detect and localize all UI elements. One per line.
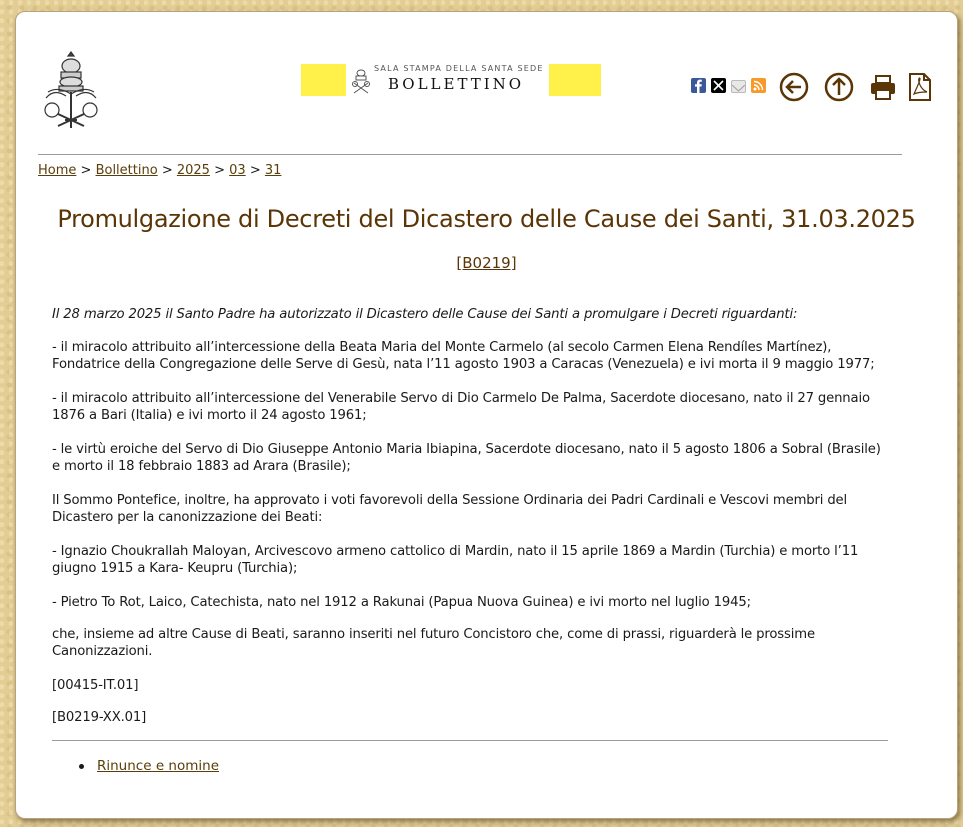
breadcrumb-separator: > — [214, 163, 225, 178]
banner-center — [351, 64, 545, 98]
breadcrumb-home[interactable]: Home — [38, 163, 77, 178]
approval-paragraph: Il Sommo Pontefice, inoltre, ha approvato i voti favorevoli della Sessione Ordinaria dei Padri Cardinali e Vescovi membri del Dicastero per la canonizzazione dei Beati: — [52, 493, 848, 525]
footer-divider — [52, 740, 888, 741]
link-rinunce-e-nomine[interactable]: Rinunce e nomine — [97, 758, 219, 774]
closing-paragraph: che, insieme ad altre Cause di Beati, saranno inseriti nel futuro Concistoro che, come di prassi, riguarderà le prossime Canonizzazioni. — [52, 627, 815, 659]
papal-crest-icon — [38, 48, 104, 130]
breadcrumb-day[interactable]: 31 — [264, 163, 282, 178]
back-arrow-icon[interactable] — [779, 72, 809, 102]
breadcrumb-separator: > — [161, 163, 173, 178]
print-icon[interactable] — [869, 74, 897, 102]
banner-subtitle: SALA STAMPA DELLA SANTA SEDE — [374, 64, 544, 73]
header-divider — [38, 154, 902, 155]
banner-yellow-right — [549, 64, 601, 96]
intro-paragraph: Il 28 marzo 2025 il Santo Padre ha autorizzato il Dicastero delle Cause dei Santi a promulgare i Decreti riguardanti: — [52, 307, 798, 322]
banner-title: BOLLETTINO — [388, 75, 525, 93]
breadcrumb-separator: > — [249, 163, 261, 178]
canonization-item-1: - Ignazio Choukrallah Maloyan, Arcivescovo armeno cattolico di Mardin, nato il 15 aprile 1869 a Mardin (Turchia) e morto l’11 giugno 1915 a Kara- Keupru (Turchia); — [52, 544, 859, 576]
page-card — [15, 11, 958, 819]
bollettino-banner[interactable] — [301, 64, 603, 98]
breadcrumb — [38, 163, 281, 178]
breadcrumb-bollettino[interactable]: Bollettino — [95, 163, 158, 178]
facebook-icon[interactable] — [691, 78, 706, 93]
up-arrow-icon[interactable] — [824, 72, 854, 102]
breadcrumb-month[interactable]: 03 — [229, 163, 246, 178]
reference-code-it: [00415-IT.01] — [52, 678, 139, 693]
canonization-item-2: - Pietro To Rot, Laico, Catechista, nato nel 1912 a Rakunai (Papua Nuova Guinea) e ivi morto nel luglio 1945; — [52, 595, 751, 610]
decree-item-3: - le virtù eroiche del Servo di Dio Giuseppe Antonio Maria Ibiapina, Sacerdote diocesano, nato il 5 agosto 1806 a Sobral (Brasile) e morto il 18 febbraio 1883 ad Arara (Brasile); — [52, 442, 881, 474]
bulletin-code-link[interactable]: [B0219] — [456, 254, 517, 272]
breadcrumb-separator: > — [80, 163, 92, 178]
rss-icon[interactable] — [751, 78, 766, 93]
breadcrumb-year[interactable]: 2025 — [176, 163, 210, 178]
pdf-icon[interactable] — [908, 73, 932, 101]
decree-item-2: - il miracolo attribuito all’intercessione del Venerabile Servo di Dio Carmelo De Palma, Sacerdote diocesano, nato il 27 gennaio 1876 a Bari (Italia) e ivi morto il 24 agosto 1961; — [52, 391, 870, 423]
banner-yellow-left — [301, 64, 346, 96]
holy-see-emblem-icon — [351, 68, 371, 94]
x-icon[interactable] — [711, 78, 726, 93]
page-title: Promulgazione di Decreti del Dicastero delle Cause dei Santi, 31.03.2025 — [57, 205, 916, 233]
list-bullet — [79, 764, 84, 769]
reference-code-xx: [B0219-XX.01] — [52, 710, 147, 725]
bulletin-code — [16, 254, 957, 272]
decree-item-1: - il miracolo attribuito all’intercessione della Beata Maria del Monte Carmelo (al secolo Carmen Elena Rendíles Martínez), Fondatrice della Congregazione delle Serve di Gesù, nata l’11 agosto 1903 a Caracas (Venezuela) e ivi morta il 9 maggio 1977; — [52, 340, 875, 372]
email-icon[interactable] — [731, 80, 746, 93]
